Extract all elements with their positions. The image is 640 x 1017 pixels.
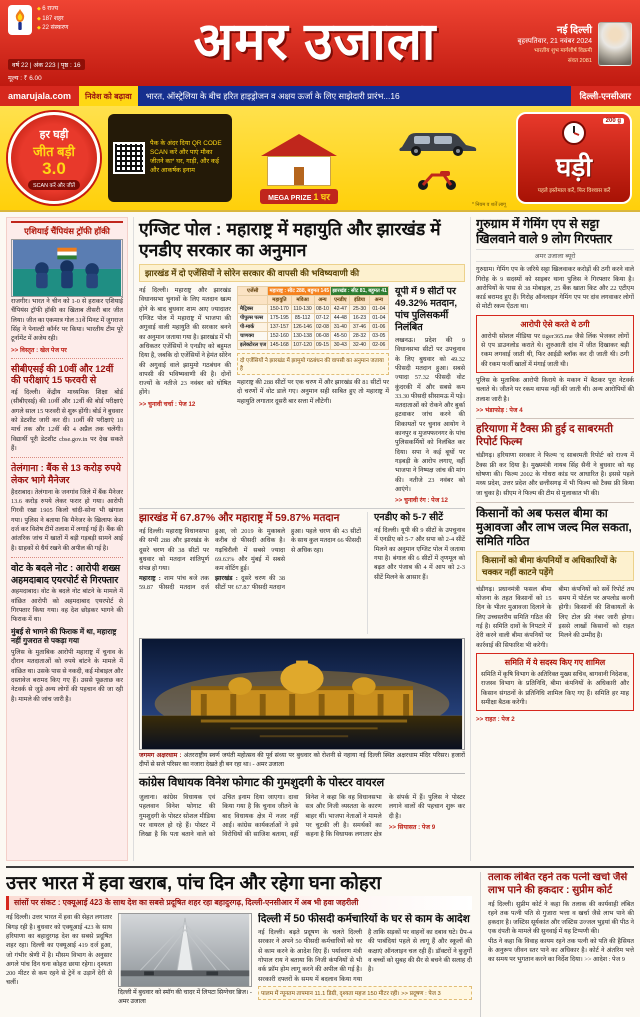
mega-prize-label: MEGA PRIZE: [268, 195, 312, 202]
gurugram-headline: गुरुग्राम में गेमिंग एप से सट्टा खिलवाने वाले 9 लोग गिरफ्तार: [476, 217, 612, 247]
article-telangana: [11, 462, 123, 553]
pollution-strip: सांसों पर संकट : एक्यूआई 423 के साथ देश का सबसे प्रदूषित शहर रहा बहादुरगढ़, दिल्ली-एनसीआर में अब भी हवा जहरीली: [6, 896, 472, 910]
edition-stats: [37, 5, 68, 35]
divider: [11, 358, 123, 359]
bottom-band: [6, 866, 634, 1017]
gurugram-jump: >> भंडाफोड़ : पेज 4: [476, 406, 523, 414]
phogat-jump: >> सियासत : पेज 9: [388, 823, 436, 831]
kisan-body2: बीमा कंपनियों को सर्वे रिपोर्ट तय समय में पोर्टल पर अपलोड करनी होगी। किसानों की शिकायतों के लिए टोल फ्री नंबर जारी होगा। इससे लाखों किसानों को राहत मिलने की उम्मीद है।: [558, 585, 634, 640]
masthead-left: [8, 5, 130, 82]
bottom-left: [6, 872, 472, 1017]
bridge-photo-caption: दिल्ली में बुधवार को स्मॉग की चादर में लिपटा सिग्नेचर ब्रिज। - अमर उजाला: [118, 989, 252, 1005]
talaq-body2: पीठ ने कहा कि विवाह कायम रहने तक पत्नी को पति की हैसियत के अनुरूप जीवन स्तर पाने का अधिकार है। कोर्ट ने अंतरिम भत्ते का समय पर भुगतान करने का निर्देश दिया। >> आदेश : पेज 9: [488, 937, 634, 964]
table-row: मैट्रिक्स 150-170 110-130 08-10 42-47 25-30 01-04: [238, 305, 389, 314]
up-bypoll-column: [395, 286, 465, 504]
exit-poll-table-column: [237, 286, 389, 504]
article-cbse: [11, 363, 123, 454]
ad-offer-badge: [8, 112, 100, 204]
weather-note: पालम में न्यूनतम तापमान 11.1 डिग्री, दृश्यता महज 150 मीटर रही। >> प्रदूषण : पेज 3: [258, 986, 472, 1000]
article-phogat: [139, 773, 465, 839]
kisan-jump: >> राहत : पेज 2: [476, 716, 515, 724]
cbse-body: नई दिल्ली। केंद्रीय माध्यमिक शिक्षा बोर्ड (सीबीएसई) की 10वीं और 12वीं की बोर्ड परीक्षाएं अगले साल 15 फरवरी से शुरू होंगी। बोर्ड ने बुधवार को डेटशीट जारी कर दी। 10वीं की परीक्षाएं 18 मार्च तक और 12वीं की 4 अप्रैल तक चलेंगी। विद्यार्थी पूरी डेटशीट cbse.gov.in पर देख सकते हैं।: [11, 389, 123, 452]
table-row: चाणक्य 152-160 130-138 06-08 45-50 28-32 03-05: [238, 332, 389, 341]
divider: [11, 557, 123, 558]
ad-qr-text: पैक के अंदर दिया QR CODE SCAN करें और पाएं मौका जीतने का* घर, गाड़ी, और कई और आकर्षक इनाम: [150, 140, 222, 174]
edition-date: बृहस्पतिवार, 21 नवंबर 2024: [517, 37, 592, 45]
hockey-jump: >> विस्तृत : खेल पेज पर: [11, 346, 67, 354]
mega-prize-ribbon: [260, 189, 338, 204]
kisan-box-title: समिति में ये सदस्य किए गए शामिल: [504, 657, 606, 667]
table-row: पीपुल्स पल्स 175-195 85-112 07-12 44-48 16-23 01-04: [238, 314, 389, 323]
lead-columns: [139, 286, 465, 504]
advertisement-banner: [0, 106, 640, 212]
house-roof-icon: [261, 134, 337, 156]
ad-badge-line1: हर घड़ी: [39, 128, 69, 141]
article-nda-seats: [367, 512, 465, 634]
scooter-illustration: [414, 165, 460, 191]
gurugram-body2: पुलिस के मुताबिक आरोपी किराये के मकान में बैठकर पूरा नेटवर्क चलाते थे। जीतने पर रकम वापस नहीं की जाती थी। अन्य आरोपियों की तलाश जारी है।: [476, 377, 634, 403]
kisan-infobox: [476, 653, 634, 711]
masthead-right: [500, 5, 632, 82]
nda-headline: एनडीए को 5-7 सीटें: [374, 512, 444, 523]
cbse-headline: सीबीएसई की 10वीं और 12वीं की परीक्षाएं 15 फरवरी से: [11, 362, 114, 386]
up-jump: >> चुनावी रंग : पेज 12: [395, 497, 448, 504]
region-edition-link[interactable]: दिल्ली-एनसीआर: [571, 86, 640, 106]
table-note: दो एजेंसियों ने झारखंड में झामुमो गठबंधन की वापसी का अनुमान जताया है: [237, 353, 389, 375]
table-col-agency: एजेंसी: [238, 287, 268, 296]
up-body: लखनऊ। प्रदेश की 9 विधानसभा सीटों पर उपचुनाव के लिए बुधवार को 49.32 फीसदी मतदान हुआ। सबसे ज्यादा 57.32 फीसदी वोट कुंदरकी में और सबसे कम 33.30 फीसदी सीसामऊ में पड़े। मतदाताओं को रोकने और बुर्का हटवाकर जांच करने की शिकायतों पर चुनाव आयोग ने कानपुर व मुजफ्फरनगर के पांच पुलिसकर्मियों को निलंबित कर दिया। सपा ने कई बूथों पर गड़बड़ी के आरोप लगाए, वहीं भाजपा ने निष्पक्ष जांच की मांग की। नतीजे 23 नवंबर को आएंगे।: [395, 336, 465, 493]
kisan-body1: चंडीगढ़। प्रधानमंत्री फसल बीमा योजना के तहत किसानों को 15 दिन के भीतर मुआवजा दिलाने के लिए उच्चस्तरीय समिति गठित की गई है। समिति दावों के निपटारे में देरी करने वाली बीमा कंपनियों पर कार्रवाई की सिफारिश भी करेगी।: [476, 585, 552, 649]
lead-body1: नई दिल्ली। महाराष्ट्र और झारखंड विधानसभा चुनावों के लिए मतदान खत्म होने के बाद बुधवार शाम आए ज्यादातर एग्जिट पोल में महाराष्ट्र में भाजपा की अगुवाई वाली महायुति की सरकार बनने का अनुमान जताया गया है। झारखंड में भी अधिकतर एजेंसियों ने एनडीए को बहुमत दिया है, जबकि दो एजेंसियों ने हेमंत सोरेन की अगुवाई वाले झामुमो गठबंधन की वापसी की भविष्यवाणी की है। दोनों राज्यों के नतीजे 23 नवंबर को घोषित होंगे।: [139, 287, 231, 397]
gurugram-byline: अमर उजाला ब्यूरो: [476, 249, 634, 262]
brand-name: घड़ी: [555, 152, 592, 183]
turnout-jh-text: दूसरे चरण की 38 सीटों पर 67.87 फीसदी मतदान हुआ। पहले चरण की 43 सीटों के साथ कुल मतदान 66 फीसदी से अधिक रहा।: [215, 528, 361, 591]
left-column: [6, 217, 128, 861]
article-talaq-ruling: [480, 872, 634, 1017]
qr-code: [113, 142, 145, 174]
bridge-smog-photo: [118, 913, 252, 987]
hockey-kicker: एशियाई चैंपियंस ट्रॉफी हॉकी: [11, 221, 123, 239]
exit-poll-table: एजेंसी महाराष्ट्र : सीट 288, बहुमत 145 झारखंड : सीट 81, बहुमत 41 महायुति मविआ अन्य एनडीए इंडिया अन्य मैट्रिक्स 150-170 110-130 08-10 42-47 25-30 01-04 पीपुल्स पल्स 175-195 85-112 07-12 44-48 16-23 01-04 पी-मार्क 137-157 126-146 02-08 31-40 37-46 01-06 चाणक्य 152-160 130-138 06-08 45-50 28-32 03-05 इलेक्टोरल एज 145-168 107-120 09-15 30-43 32-40 02-06: [237, 286, 389, 350]
car-illustration: [394, 125, 480, 159]
turnout-mh-label: महाराष्ट्र :: [139, 574, 161, 582]
pollution-body-column: [6, 913, 112, 1006]
turnout-row: [139, 508, 465, 634]
kisan-headline: किसानों को अब फसल बीमा का मुआवजा और लाभ जल्द मिल सकता, समिति गठित: [476, 507, 632, 548]
caption-text: अंतरराष्ट्रीय स्वर्ण जयंती महोत्सव की पूर्व संध्या पर बुधवार को रोशनी से नहाया नई दिल्ली स्थित अक्षरधाम मंदिर परिसर। हजारों दीपों से सजे परिसर का नजारा देखते ही बन रहा था। - अमर उजाला: [139, 752, 466, 768]
stat-editions: ◆ 22 संस्करण: [37, 24, 68, 34]
temple-photo-caption: [139, 752, 465, 769]
ad-badge-version: 3.0: [42, 158, 66, 178]
torch-flame-icon: [12, 8, 28, 32]
kisan-body-columns: [476, 585, 634, 650]
ad-badge-footer: SCAN करें और जीतें: [28, 180, 80, 190]
kisan-box-body: समिति में कृषि विभाग के अतिरिक्त मुख्य सचिव, बागवानी निदेशक, राजस्व विभाग के प्रतिनिधि, बीमा कंपनियों के अधिकारी और किसान संगठनों के प्रतिनिधि शामिल किए गए हैं। समिति हर माह समीक्षा बैठक करेगी।: [481, 670, 629, 706]
talaq-body1: नई दिल्ली। सुप्रीम कोर्ट ने कहा कि तलाक की कार्यवाही लंबित रहने तक पत्नी पति से गुजारा भत्ता व खर्चा जैसे लाभ पाने की हकदार है। जस्टिस सूर्यकांत और जस्टिस उज्जल भुइयां की पीठ ने एक दंपती के मामले की सुनवाई में यह टिप्पणी की।: [488, 900, 634, 936]
temple-night-photo: [139, 638, 465, 750]
film-body: चंडीगढ़। हरियाणा सरकार ने फिल्म 'द साबरमती रिपोर्ट' को राज्य में टैक्स फ्री कर दिया है। मुख्यमंत्री नायब सिंह सैनी ने बुधवार को यह घोषणा की। फिल्म 2002 के गोधरा कांड पर आधारित है। इससे पहले मध्य प्रदेश, उत्तर प्रदेश और छत्तीसगढ़ में भी फिल्म को टैक्स फ्री किया जा चुका है। सीएम ने फिल्म की टीम से मुलाकात भी की।: [476, 452, 634, 497]
article-gurugram: [476, 217, 634, 414]
talaq-headline: तलाक लंबित रहने तक पत्नी खर्चा जैसे लाभ पाने की हकदार : सुप्रीम कोर्ट: [488, 872, 628, 896]
gurugram-box-title: आरोपी ऐसे करते थे ठगी: [520, 319, 590, 329]
table-group-maharashtra: महाराष्ट्र : सीट 288, बहुमत 145: [269, 288, 330, 294]
edition-city: नई दिल्ली: [556, 24, 592, 36]
ad-disclaimer: * नियम व शर्तें लागू: [472, 202, 506, 208]
pm-portrait-photo: [598, 22, 632, 66]
divider: [476, 418, 634, 419]
article-vote-note: [11, 562, 123, 704]
pack-weight: 200 g: [603, 118, 624, 124]
lead-headline: एग्जिट पोल : महाराष्ट्र में महायुति और झारखंड में एनडीए सरकार का अनुमान: [139, 219, 441, 260]
ad-brand-pack: [516, 112, 632, 204]
lead-subhead: झारखंड में दो एजेंसियों ने सोरेन सरकार की वापसी की भविष्यवाणी की: [139, 264, 465, 282]
stat-states: ◆ 6 राज्य: [37, 5, 68, 15]
turnout-columns: [139, 527, 361, 592]
lead-jump: >> चुनावी चर्चा : पेज 12: [139, 400, 196, 408]
torch-logo-icon: [8, 5, 32, 35]
strip-tag: निवेश को बढ़ावा: [79, 86, 138, 106]
lead-body-column: [139, 286, 231, 504]
ad-house-prize: [240, 112, 358, 204]
article-hockey: [11, 221, 123, 354]
caption-label: जगमग अक्षरधाम :: [139, 752, 182, 759]
strip-headline: भारत, ऑस्ट्रेलिया के बीच हरित हाइड्रोजन व अक्षय ऊर्जा के लिए साझेदारी प्रारंभ...16: [145, 90, 400, 101]
vote-note-body: अहमदाबाद। वोट के बदले नोट बांटने के मामले में वांछित आरोपी को अहमदाबाद एयरपोर्ट से गिरफ्तार किया गया। वह देश छोड़कर भागने की फिराक में था।: [11, 588, 123, 624]
hockey-body: राजगीर। भारत ने चीन को 1-0 से हराकर एशियाई चैंपियंस ट्रॉफी हॉकी का खिताब तीसरी बार जीत लिया। जीत का एकमात्र गोल 31वें मिनट में जुगराज सिंह ने पेनाल्टी कॉर्नर पर किया। भारतीय टीम पूरे टूर्नामेंट में अजेय रही।: [11, 298, 123, 343]
main-content: [0, 212, 640, 864]
nda-body: नई दिल्ली। यूपी की 9 सीटों के उपचुनाव में एनडीए को 5-7 और सपा को 2-4 सीटें मिलने का अनुमान एग्जिट पोल में जताया गया है। बंगाल की 6 सीटों में तृणमूल को बढ़त और पंजाब की 4 में आप को 2-3 सीटें मिलने के आसार हैं।: [374, 526, 465, 581]
top-strip: [0, 86, 640, 106]
turnout-jh-label: झारखंड :: [215, 574, 238, 582]
turnout-intro: नई दिल्ली। महाराष्ट्र विधानसभा की सभी 288 और झारखंड के दूसरे चरण की 38 सीटों पर बुधवार को मतदान शांतिपूर्ण संपन्न हो गया।: [139, 528, 209, 573]
table-group-jharkhand: झारखंड : सीट 81, बहुमत 41: [332, 288, 387, 294]
up-headline: यूपी में 9 सीटों पर 49.32% मतदान, पांच पुलिसकर्मी निलंबित: [395, 286, 457, 333]
paper-title: अमर उजाला: [193, 13, 437, 71]
article-kisan-bima: [476, 507, 634, 723]
website-link[interactable]: amarujala.com: [0, 86, 79, 106]
wfh-headline: दिल्ली में 50 फीसदी कर्मचारियों के घर से काम के आदेश: [258, 913, 470, 926]
brand-tagline: पहले इस्तेमाल करें, फिर विश्वास करें: [537, 188, 611, 195]
ad-badge-line2: जीत बड़ी: [33, 143, 75, 159]
gurugram-infobox: [476, 315, 634, 373]
turnout-mh-text: शाम पांच बजे तक 59.87 फीसदी मतदान दर्ज हुआ, जो 2019 के मुकाबले करीब दो फीसदी अधिक है। गढ़चिरौली में सबसे ज्यादा 69.63% और मुंबई में सबसे कम वोटिंग हुई।: [139, 528, 285, 591]
divider: [476, 502, 634, 503]
phogat-headline: कांग्रेस विधायक विनेश फोगाट की गुमशुदगी के पोस्टर वायरल: [139, 777, 385, 790]
table-row: पी-मार्क 137-157 126-146 02-08 31-40 37-46 01-06: [238, 323, 389, 332]
telangana-body: हैदराबाद। तेलंगाना के जनगांव जिले में बैंक मैनेजर 13.6 करोड़ रुपये लेकर फरार हो गया। आरोपी गिरवी रखा 1905 किलो चांदी-सोना भी खंगाल गया। पुलिस ने बताया कि मैनेजर के खिलाफ केस दर्ज कर विशेष टीमें तलाश में लगाई गई हैं। बैंक की आंतरिक जांच में खातों में बड़ी गड़बड़ी सामने आई है। ग्राहकों से धैर्य रखने की अपील की गई है।: [11, 488, 123, 552]
turnout-headline: झारखंड में 67.87% और महाराष्ट्र में 59.87% मतदान: [139, 513, 340, 524]
vote-note-body2: पुलिस के मुताबिक आरोपी महाराष्ट्र में चुनाव के दौरान मतदाताओं को रुपये बांटने के मामले में वांछित था। उसके पास से नकदी, कई मोबाइल और दस्तावेज बरामद किए गए हैं। उससे पूछताछ कर नेटवर्क से जुड़े अन्य लोगों की पहचान की जा रही है। मामले की जांच जारी है।: [11, 648, 123, 703]
pollution-body: नई दिल्ली। उत्तर भारत में हवा की सेहत लगातार बिगड़ रही है। बुधवार को एक्यूआई 423 के साथ हरियाणा का बहादुरगढ़ देश का सबसे प्रदूषित शहर रहा। दिल्ली का एक्यूआई 419 दर्ज हुआ, जो गंभीर श्रेणी में है। मौसम विभाग के अनुसार अगले पांच दिन घना कोहरा छाया रहेगा। दृश्यता 200 मीटर से कम रहने से ट्रेनें व उड़ानें देरी से चलीं।: [6, 914, 112, 987]
lead-body2: महाराष्ट्र की 288 सीटों पर एक चरण में और झारखंड की 81 सीटों पर दो चरणों में वोट डाले गए। अनुमान सही साबित हुए तो महाराष्ट्र में महायुति लगातार दूसरी बार सत्ता में लौटेगी।: [237, 379, 389, 405]
masthead: [0, 0, 640, 86]
article-film-taxfree: [476, 423, 634, 498]
temple-photo-figure: [139, 638, 465, 769]
calendar-line-1: भारतीय शुभ मार्गशीर्ष विक्रमी: [533, 47, 592, 54]
issue-meta: वर्ष 22 | अंक 223 | पृष्ठ : 16: [8, 59, 85, 70]
kisan-subhead: किसानों को बीमा कंपनियों व अधिकारियों के चक्कर नहीं काटने पड़ेंगे: [476, 551, 634, 581]
calendar-line-2: संवत 2081: [567, 57, 592, 64]
vote-note-subhead: मुंबई से भागने की फिराक में था, महाराष्ट्र नहीं गुजरात से पकड़ा गया: [11, 626, 117, 646]
phogat-body: जुलाना। कांग्रेस विधायक एवं पहलवान विनेश फोगाट की गुमशुदगी के पोस्टर सोशल मीडिया पर वायरल हो रहे हैं। पोस्टर में लिखा है कि पता बताने वाले को उचित इनाम दिया जाएगा। दावा किया गया है कि चुनाव जीतने के बाद विधायक क्षेत्र में नजर नहीं आईं। कांग्रेस कार्यकर्ताओं ने इसे विरोधियों की साजिश बताया, वहीं विनेश ने कहा कि वह विधानसभा सत्र और निजी व्यस्तता के कारण बाहर थीं। भाजपा नेताओं ने मामले पर चुटकी ली है। समर्थकों का कहना है कि विधायक लगातार क्षेत्र के संपर्क में हैं। पुलिस ने पोस्टर लगाने वालों की पहचान शुरू कर दी है।: [139, 794, 465, 839]
telangana-headline: तेलंगाना : बैंक से 13 करोड़ रुपये लेकर भागे मैनेजर: [11, 462, 121, 485]
stat-cities: ◆ 187 शहर: [37, 15, 68, 25]
hockey-photo: [11, 239, 123, 297]
article-exit-poll: [139, 219, 465, 504]
gurugram-box-body: आरोपी सोशल मीडिया पर tiger365.me जैसे लिंक भेजकर लोगों से एप डाउनलोड कराते थे। शुरुआती दांव में जीत दिखाकर बड़ी रकम लगवाई जाती थी, फिर आईडी ब्लॉक कर दी जाती थी। ठगी की रकम फर्जी खातों में मंगाई जाती थी।: [481, 332, 629, 368]
ad-vehicle-prizes: [366, 125, 508, 191]
bottom-row: [6, 913, 472, 1006]
clock-icon: [561, 120, 587, 146]
wfh-body: नई दिल्ली। बढ़ते प्रदूषण के चलते दिल्ली सरकार ने अपने 50 फीसदी कर्मचारियों को घर से काम करने के आदेश दिए हैं। पर्यावरण मंत्री गोपाल राय ने बताया कि निजी कंपनियों से भी वर्क फ्रॉम होम लागू करने की अपील की गई है। सरकारी दफ्तरों के समय में बदलाव किया गया है ताकि सड़कों पर वाहनों का दबाव घटे। ग्रैप-4 की पाबंदियां पहले से लागू हैं और स्कूलों की कक्षाएं ऑनलाइन चल रही हैं। डॉक्टरों ने बुजुर्गों व बच्चों को सुबह की सैर से बचने की सलाह दी है।: [258, 928, 472, 983]
house-door-icon: [294, 167, 304, 185]
pollution-headline: उत्तर भारत में हवा खराब, पांच दिन और रहेगा घना कोहरा: [6, 872, 382, 893]
price: मूल्य : ₹ 6.00: [8, 75, 42, 82]
house-illustration: [267, 156, 331, 186]
vote-note-headline: वोट के बदले नोट : आरोपी शख्स अहमदाबाद एयरपोर्ट से गिरफ्तार: [11, 561, 121, 585]
divider: [11, 457, 123, 458]
bridge-photo-figure: [118, 913, 252, 1006]
center-column: [133, 217, 471, 861]
article-turnout: [139, 512, 361, 634]
article-work-from-home: [258, 913, 472, 1006]
gurugram-body1: गुरुग्राम। गेमिंग एप के जरिये सट्टा खिलवाकर करोड़ों की ठगी करने वाले गिरोह के 9 सदस्यों को साइबर थाना पुलिस ने गिरफ्तार किया है। आरोपियों के पास से 38 मोबाइल, 25 बैंक खाता किट और 22 एटीएम कार्ड बरामद हुए हैं। गिरोह ऑनलाइन गेमिंग एप पर दांव लगवाकर लोगों से मोटी रकम ऐंठता था।: [476, 266, 634, 311]
right-column: [476, 217, 634, 861]
table-row: इलेक्टोरल एज 145-168 107-120 09-15 30-43 32-40 02-06: [238, 341, 389, 350]
ad-qr-panel: [108, 114, 232, 202]
film-headline: हरियाणा में टैक्स फ्री हुई द साबरमती रिपोर्ट फिल्म: [476, 422, 613, 449]
mega-prize-value: 1 घर: [313, 192, 330, 202]
